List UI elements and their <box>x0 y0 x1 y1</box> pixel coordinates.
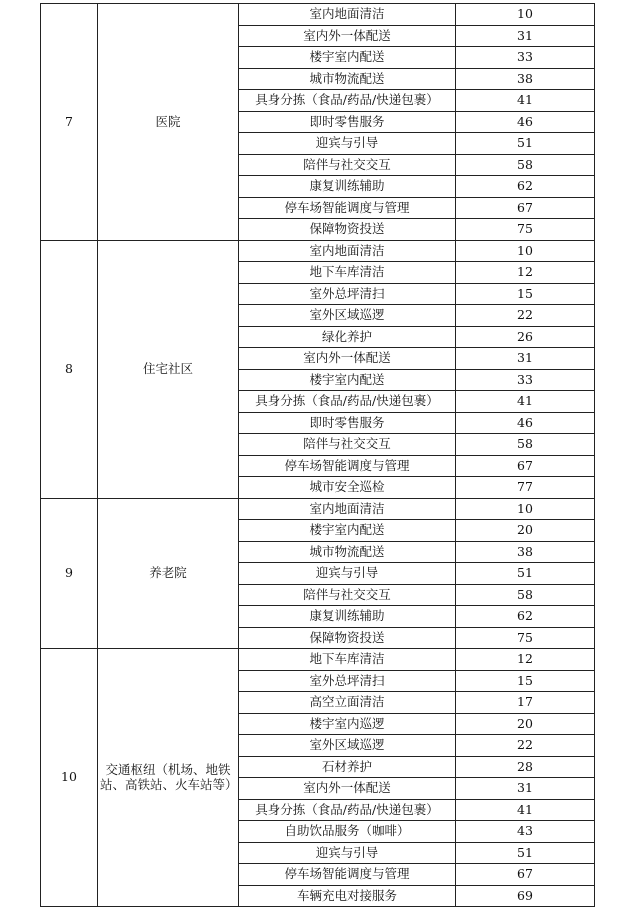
table-row <box>41 498 595 520</box>
group-place: 交通枢纽（机场、地铁站、高铁站、火车站等） <box>98 649 239 907</box>
service-item: 具身分拣（食品/药品/快递包裹） <box>239 391 456 413</box>
service-code: 41 <box>456 799 595 821</box>
service-item: 即时零售服务 <box>239 111 456 133</box>
service-item: 室内地面清洁 <box>239 240 456 262</box>
service-item: 具身分拣（食品/药品/快递包裹） <box>239 90 456 112</box>
service-item: 楼宇室内配送 <box>239 47 456 69</box>
service-item: 陪伴与社交交互 <box>239 154 456 176</box>
service-code: 58 <box>456 584 595 606</box>
service-code: 12 <box>456 649 595 671</box>
service-item: 城市安全巡检 <box>239 477 456 499</box>
service-code: 28 <box>456 756 595 778</box>
service-code: 31 <box>456 348 595 370</box>
service-item: 康复训练辅助 <box>239 176 456 198</box>
group-number: 10 <box>41 649 98 907</box>
service-code: 10 <box>456 498 595 520</box>
service-code: 67 <box>456 197 595 219</box>
group-place: 养老院 <box>98 498 239 649</box>
service-code: 62 <box>456 606 595 628</box>
service-code: 22 <box>456 735 595 757</box>
service-item: 室内外一体配送 <box>239 778 456 800</box>
service-item: 车辆充电对接服务 <box>239 885 456 907</box>
service-item: 具身分拣（食品/药品/快递包裹） <box>239 799 456 821</box>
service-item: 陪伴与社交交互 <box>239 434 456 456</box>
service-code: 33 <box>456 369 595 391</box>
service-code: 75 <box>456 627 595 649</box>
service-item: 康复训练辅助 <box>239 606 456 628</box>
scenario-table <box>40 3 595 907</box>
service-code: 69 <box>456 885 595 907</box>
service-code: 41 <box>456 90 595 112</box>
service-code: 17 <box>456 692 595 714</box>
service-code: 75 <box>456 219 595 241</box>
group-place: 住宅社区 <box>98 240 239 498</box>
service-item: 地下车库清洁 <box>239 262 456 284</box>
group-number: 7 <box>41 4 98 241</box>
service-code: 67 <box>456 455 595 477</box>
service-code: 31 <box>456 25 595 47</box>
service-code: 33 <box>456 47 595 69</box>
service-code: 41 <box>456 391 595 413</box>
service-code: 15 <box>456 283 595 305</box>
service-code: 12 <box>456 262 595 284</box>
service-item: 保障物资投送 <box>239 627 456 649</box>
service-code: 51 <box>456 563 595 585</box>
service-item: 城市物流配送 <box>239 68 456 90</box>
service-code: 20 <box>456 520 595 542</box>
service-item: 室内地面清洁 <box>239 4 456 26</box>
service-code: 46 <box>456 412 595 434</box>
service-code: 58 <box>456 434 595 456</box>
service-item: 停车场智能调度与管理 <box>239 455 456 477</box>
service-code: 38 <box>456 541 595 563</box>
service-code: 62 <box>456 176 595 198</box>
service-item: 迎宾与引导 <box>239 563 456 585</box>
service-code: 22 <box>456 305 595 327</box>
service-item: 室内地面清洁 <box>239 498 456 520</box>
service-item: 绿化养护 <box>239 326 456 348</box>
service-item: 高空立面清洁 <box>239 692 456 714</box>
service-item: 保障物资投送 <box>239 219 456 241</box>
scenario-table-body <box>41 4 595 907</box>
service-code: 51 <box>456 133 595 155</box>
table-row <box>41 240 595 262</box>
service-item: 室外区域巡逻 <box>239 305 456 327</box>
service-code: 43 <box>456 821 595 843</box>
service-item: 楼宇室内配送 <box>239 520 456 542</box>
service-item: 室外总坪清扫 <box>239 670 456 692</box>
table-row <box>41 4 595 26</box>
service-item: 自助饮品服务（咖啡） <box>239 821 456 843</box>
service-item: 室内外一体配送 <box>239 348 456 370</box>
service-code: 26 <box>456 326 595 348</box>
group-number: 9 <box>41 498 98 649</box>
group-place: 医院 <box>98 4 239 241</box>
service-item: 地下车库清洁 <box>239 649 456 671</box>
service-code: 38 <box>456 68 595 90</box>
service-item: 即时零售服务 <box>239 412 456 434</box>
service-code: 67 <box>456 864 595 886</box>
service-item: 石材养护 <box>239 756 456 778</box>
service-item: 迎宾与引导 <box>239 133 456 155</box>
service-item: 楼宇室内配送 <box>239 369 456 391</box>
service-item: 陪伴与社交交互 <box>239 584 456 606</box>
table-row <box>41 649 595 671</box>
group-number: 8 <box>41 240 98 498</box>
service-code: 10 <box>456 4 595 26</box>
service-item: 楼宇室内巡逻 <box>239 713 456 735</box>
service-code: 77 <box>456 477 595 499</box>
service-item: 室外总坪清扫 <box>239 283 456 305</box>
service-item: 城市物流配送 <box>239 541 456 563</box>
service-code: 20 <box>456 713 595 735</box>
service-item: 停车场智能调度与管理 <box>239 864 456 886</box>
service-code: 51 <box>456 842 595 864</box>
service-code: 10 <box>456 240 595 262</box>
service-item: 停车场智能调度与管理 <box>239 197 456 219</box>
service-code: 58 <box>456 154 595 176</box>
service-item: 室外区域巡逻 <box>239 735 456 757</box>
service-code: 31 <box>456 778 595 800</box>
service-item: 室内外一体配送 <box>239 25 456 47</box>
service-code: 15 <box>456 670 595 692</box>
service-code: 46 <box>456 111 595 133</box>
service-item: 迎宾与引导 <box>239 842 456 864</box>
